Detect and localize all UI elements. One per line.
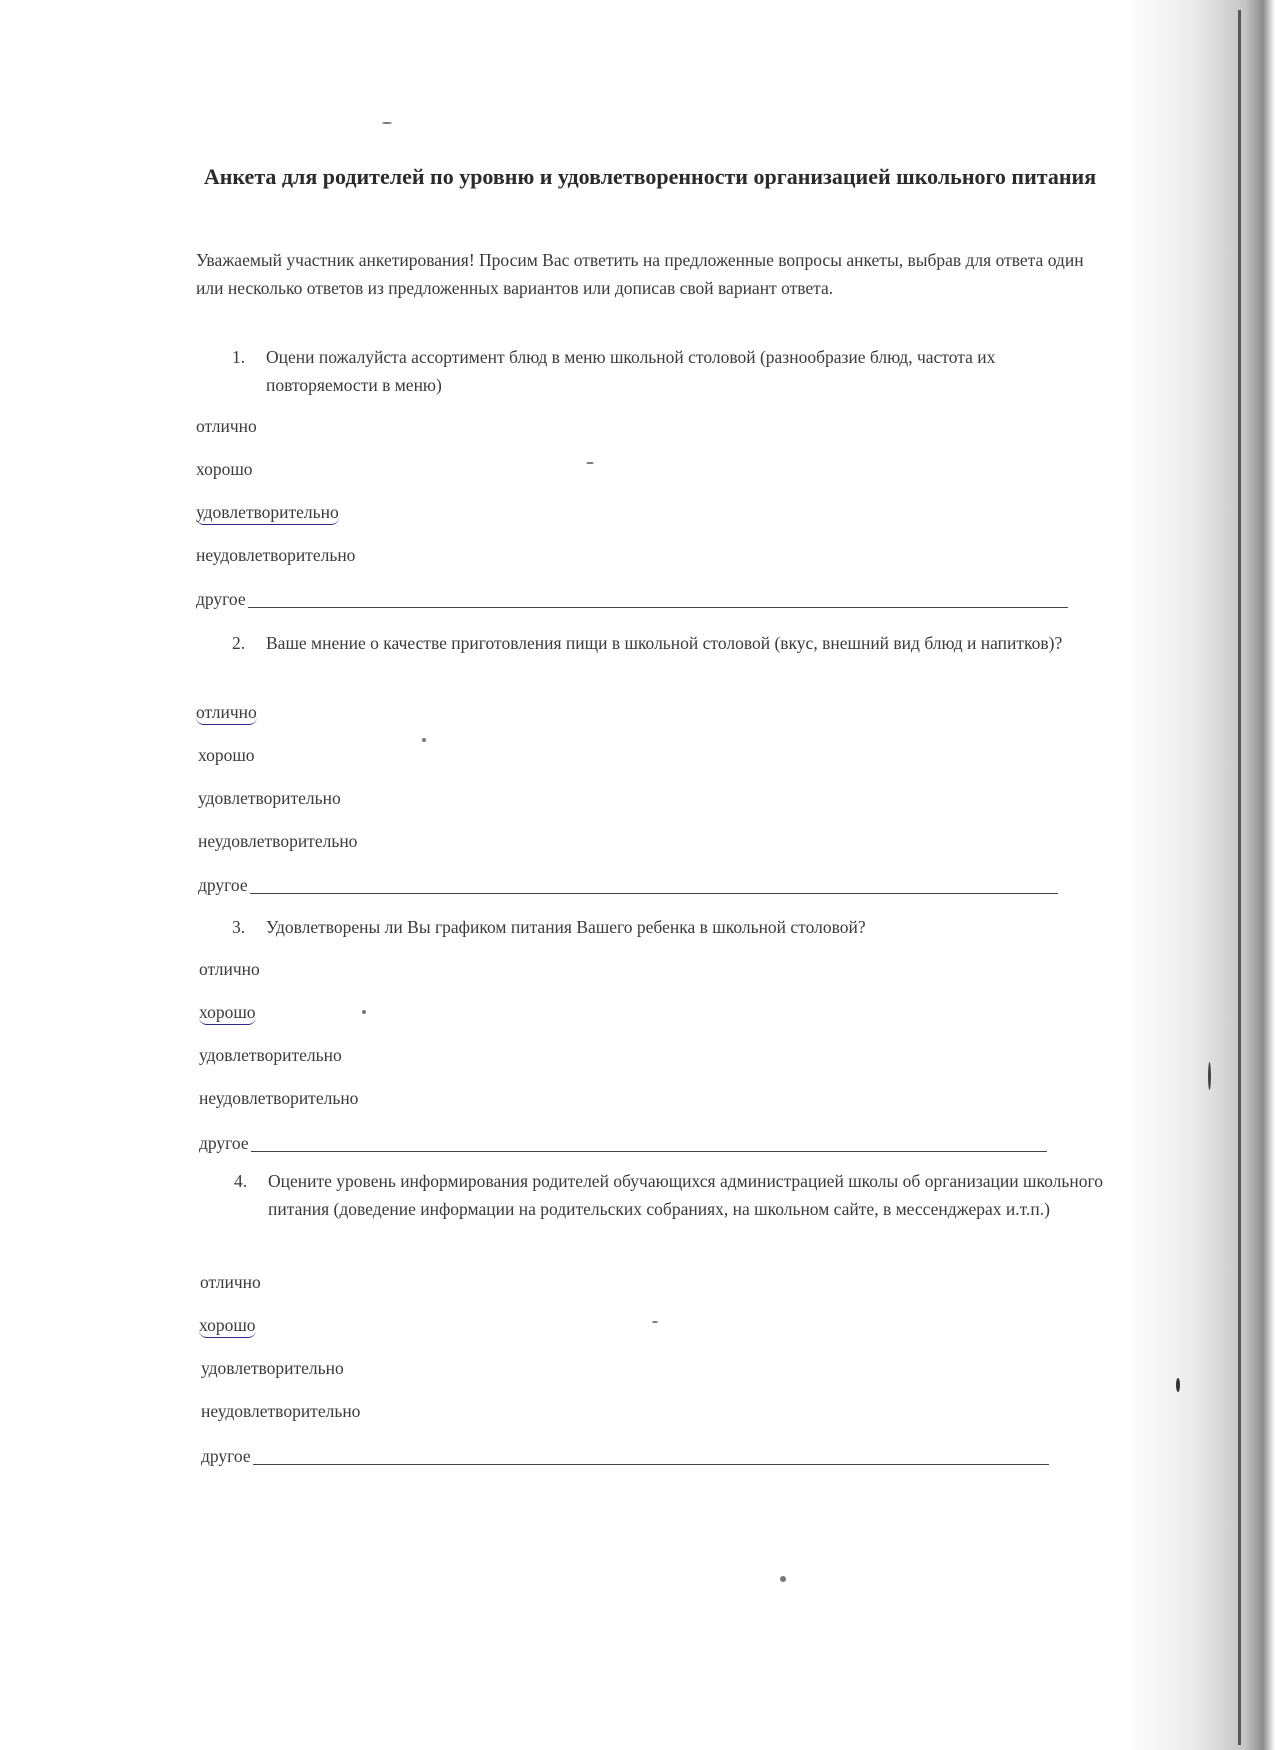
question-text: Оцените уровень информирования родителей обучающихся администрацией школы об организации школьного питания (доведение информации на родительских собраниях, на школьном сайте, в мессенджерах и.т.п.) xyxy=(268,1171,1103,1219)
q2-option-good[interactable]: хорошо xyxy=(198,745,255,765)
q2-option-excellent-marked[interactable]: отлично xyxy=(196,701,257,725)
q1-option-excellent[interactable]: отлично xyxy=(196,416,257,436)
q1-option-satisfactory-marked[interactable]: удовлетворительно xyxy=(196,501,339,525)
scan-speck xyxy=(586,462,594,464)
q3-option-excellent[interactable]: отлично xyxy=(199,959,260,979)
q4-option-good-marked[interactable]: хорошо xyxy=(199,1314,256,1338)
q2-option-satisfactory[interactable]: удовлетворительно xyxy=(198,788,341,808)
other-answer-line[interactable] xyxy=(253,1464,1049,1465)
question-number: 2. xyxy=(232,633,246,653)
question-4 xyxy=(234,1167,1114,1223)
question-number: 4. xyxy=(234,1171,248,1191)
q3-option-good-marked[interactable]: хорошо xyxy=(199,1001,256,1025)
q2-option-unsatisfactory[interactable]: неудовлетворительно xyxy=(198,831,358,851)
q1-option-good[interactable]: хорошо xyxy=(196,459,253,479)
q4-option-satisfactory[interactable]: удовлетворительно xyxy=(201,1358,344,1378)
question-text: Удовлетворены ли Вы графиком питания Вашего ребенка в школьной столовой? xyxy=(266,917,866,937)
question-number: 1. xyxy=(232,347,246,367)
scan-speck xyxy=(1176,1378,1180,1392)
question-number: 3. xyxy=(232,917,246,937)
q3-other-field[interactable] xyxy=(199,1132,1047,1154)
q4-other-field[interactable] xyxy=(201,1445,1049,1467)
question-text: Ваше мнение о качестве приготовления пищи в школьной столовой (вкус, внешний вид блюд и напитков)? xyxy=(266,633,1063,653)
other-label: другое xyxy=(198,875,248,895)
q1-other-field[interactable] xyxy=(196,588,1068,610)
intro-paragraph: Уважаемый участник анкетирования! Просим Вас ответить на предложенные вопросы анкеты, выбрав для ответа один или несколько ответов из предложенных вариантов или дописав свой вариант ответа. xyxy=(196,250,1084,298)
question-3 xyxy=(232,913,1102,941)
other-answer-line[interactable] xyxy=(250,893,1058,894)
other-label: другое xyxy=(199,1133,249,1153)
q4-option-excellent[interactable]: отлично xyxy=(200,1272,261,1292)
q1-option-unsatisfactory[interactable]: неудовлетворительно xyxy=(196,545,356,565)
scan-speck xyxy=(1208,1062,1211,1090)
other-label: другое xyxy=(196,589,246,609)
page-title: Анкета для родителей по уровню и удовлетворенности организацией школьного питания xyxy=(203,164,1097,189)
q4-option-unsatisfactory[interactable]: неудовлетворительно xyxy=(201,1401,361,1421)
scan-speck xyxy=(362,1010,366,1014)
question-2 xyxy=(232,629,1102,657)
scan-speck xyxy=(422,738,426,742)
scan-speck xyxy=(780,1576,786,1582)
scan-speck xyxy=(382,122,392,124)
q3-option-unsatisfactory[interactable]: неудовлетворительно xyxy=(199,1088,359,1108)
q3-option-satisfactory[interactable]: удовлетворительно xyxy=(199,1045,342,1065)
question-text: Оцени пожалуйста ассортимент блюд в меню школьной столовой (разнообразие блюд, частота их повторяемости в меню) xyxy=(266,347,996,395)
q2-other-field[interactable] xyxy=(198,874,1058,896)
scan-speck xyxy=(652,1321,658,1323)
other-answer-line[interactable] xyxy=(248,607,1068,608)
other-answer-line[interactable] xyxy=(251,1151,1047,1152)
other-label: другое xyxy=(201,1446,251,1466)
question-1 xyxy=(232,343,1092,399)
